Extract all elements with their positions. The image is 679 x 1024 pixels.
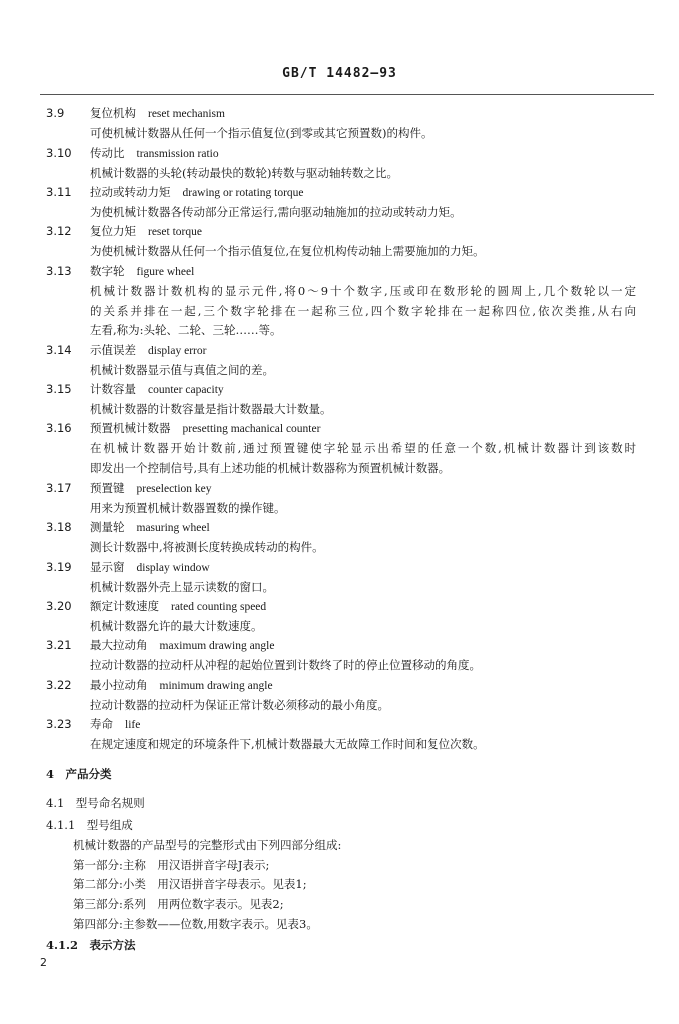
subsubsection-heading: 4.1.2 表示方法 bbox=[46, 938, 136, 952]
term-title bbox=[90, 343, 206, 358]
term-english: minimum drawing angle bbox=[159, 680, 273, 692]
standard-header: GB/T 14482—93 bbox=[282, 66, 397, 81]
term-chinese: 最小拉动角 bbox=[90, 678, 148, 692]
term-english: counter capacity bbox=[148, 384, 224, 396]
term-title bbox=[90, 678, 273, 693]
subsubsection-heading: 4.1.1 型号组成 bbox=[46, 818, 133, 832]
term-definition: 机械计数器计数机构的显示元件,将0～9十个数字,压或印在数形轮的圆周上,几个数轮以一定 bbox=[90, 284, 636, 298]
term-definition: 即发出一个控制信号,具有上述功能的机械计数器称为预置机械计数器。 bbox=[90, 460, 451, 475]
term-definition: 机械计数器的头轮(转动最快的数轮)转数与驱动轴转数之比。 bbox=[90, 166, 398, 180]
term-number: 3.22 bbox=[46, 678, 72, 692]
term-chinese: 复位力矩 bbox=[90, 224, 136, 238]
term-title bbox=[90, 599, 266, 614]
term-definition: 为使机械计数器从任何一个指示值复位,在复位机构传动轴上需要施加的力矩。 bbox=[90, 244, 485, 258]
term-definition: 测长计数器中,将被测长度转换成转动的构件。 bbox=[90, 540, 324, 554]
term-title bbox=[90, 382, 224, 397]
term-definition: 机械计数器显示值与真值之间的差。 bbox=[90, 363, 274, 377]
term-number: 3.15 bbox=[46, 382, 72, 396]
term-number: 3.11 bbox=[46, 185, 72, 199]
term-english: drawing or rotating torque bbox=[182, 187, 304, 199]
term-number: 3.18 bbox=[46, 520, 72, 534]
term-english: life bbox=[125, 719, 141, 731]
term-chinese: 拉动或转动力矩 bbox=[90, 185, 171, 199]
intro-text: 机械计数器的产品型号的完整形式由下列四部分组成: bbox=[73, 838, 342, 852]
term-title bbox=[90, 421, 320, 436]
term-title bbox=[90, 146, 219, 161]
term-definition: 机械计数器的计数容量是指计数器最大计数量。 bbox=[90, 402, 332, 416]
term-number: 3.13 bbox=[46, 264, 72, 278]
header-rule bbox=[40, 94, 654, 95]
term-chinese: 显示窗 bbox=[90, 560, 125, 574]
term-english: display window bbox=[136, 562, 210, 574]
term-title bbox=[90, 638, 274, 653]
subsection-heading: 4.1 型号命名规则 bbox=[46, 796, 145, 810]
term-definition: 左看,称为:头轮、二轮、三轮……等。 bbox=[90, 323, 282, 337]
term-chinese: 预置键 bbox=[90, 481, 125, 495]
term-english: reset torque bbox=[148, 226, 202, 238]
term-english: preselection key bbox=[136, 483, 212, 495]
term-chinese: 最大拉动角 bbox=[90, 638, 148, 652]
term-english: maximum drawing angle bbox=[159, 640, 275, 652]
term-title bbox=[90, 717, 140, 732]
term-chinese: 寿命 bbox=[90, 717, 113, 731]
term-english: display error bbox=[148, 345, 207, 357]
term-definition: 可使机械计数器从任何一个指示值复位(到零或其它预置数)的构件。 bbox=[90, 126, 433, 140]
term-number: 3.23 bbox=[46, 717, 72, 731]
term-number: 3.12 bbox=[46, 224, 72, 238]
term-number: 3.17 bbox=[46, 481, 72, 495]
term-title bbox=[90, 106, 225, 121]
page-number: 2 bbox=[40, 956, 47, 969]
term-number: 3.21 bbox=[46, 638, 72, 652]
term-title bbox=[90, 264, 194, 279]
term-definition: 为使机械计数器各传动部分正常运行,需向驱动轴施加的拉动或转动力矩。 bbox=[90, 205, 462, 219]
term-chinese: 数字轮 bbox=[90, 264, 125, 278]
term-chinese: 预置机械计数器 bbox=[90, 421, 171, 435]
term-chinese: 示值误差 bbox=[90, 343, 136, 357]
term-english: reset mechanism bbox=[148, 108, 225, 120]
term-definition: 在机械计数器开始计数前,通过预置键使字轮显示出希望的任意一个数,机械计数器计到该数时 bbox=[90, 441, 636, 455]
term-number: 3.20 bbox=[46, 599, 72, 613]
term-chinese: 额定计数速度 bbox=[90, 599, 159, 613]
term-english: presetting machanical counter bbox=[182, 423, 321, 435]
part-item: 第三部分:系列 用两位数字表示。见表2; bbox=[73, 897, 284, 911]
term-chinese: 复位机构 bbox=[90, 106, 136, 120]
term-english: transmission ratio bbox=[136, 148, 219, 160]
term-chinese: 计数容量 bbox=[90, 382, 136, 396]
term-title bbox=[90, 481, 212, 496]
term-chinese: 传动比 bbox=[90, 146, 125, 160]
term-number: 3.9 bbox=[46, 106, 65, 120]
term-english: masuring wheel bbox=[136, 522, 210, 534]
term-definition: 拉动计数器的拉动杆从冲程的起始位置到计数终了时的停止位置移动的角度。 bbox=[90, 658, 481, 672]
term-number: 3.14 bbox=[46, 343, 72, 357]
term-definition: 机械计数器外壳上显示读数的窗口。 bbox=[90, 580, 274, 594]
term-title bbox=[90, 560, 210, 575]
term-definition: 在规定速度和规定的环境条件下,机械计数器最大无故障工作时间和复位次数。 bbox=[90, 737, 485, 751]
part-item: 第二部分:小类 用汉语拼音字母表示。见表1; bbox=[73, 877, 307, 891]
term-number: 3.19 bbox=[46, 560, 72, 574]
term-title bbox=[90, 185, 304, 200]
term-title bbox=[90, 520, 210, 535]
term-number: 3.10 bbox=[46, 146, 72, 160]
section-heading: 4 产品分类 bbox=[46, 767, 112, 781]
term-english: figure wheel bbox=[136, 266, 195, 278]
term-definition: 的关系并排在一起,三个数字轮排在一起称三位,四个数字轮排在一起称四位,依次类推,从右向 bbox=[90, 303, 636, 318]
term-definition: 机械计数器允许的最大计数速度。 bbox=[90, 619, 263, 633]
part-item: 第四部分:主参数——位数,用数字表示。见表3。 bbox=[73, 917, 318, 931]
term-title bbox=[90, 224, 202, 239]
term-chinese: 测量轮 bbox=[90, 520, 125, 534]
term-definition: 用来为预置机械计数器置数的操作键。 bbox=[90, 501, 286, 515]
term-definition: 拉动计数器的拉动杆为保证正常计数必须移动的最小角度。 bbox=[90, 698, 389, 712]
part-item: 第一部分:主称 用汉语拼音字母J表示; bbox=[73, 858, 270, 872]
term-english: rated counting speed bbox=[171, 601, 267, 613]
term-number: 3.16 bbox=[46, 421, 72, 435]
